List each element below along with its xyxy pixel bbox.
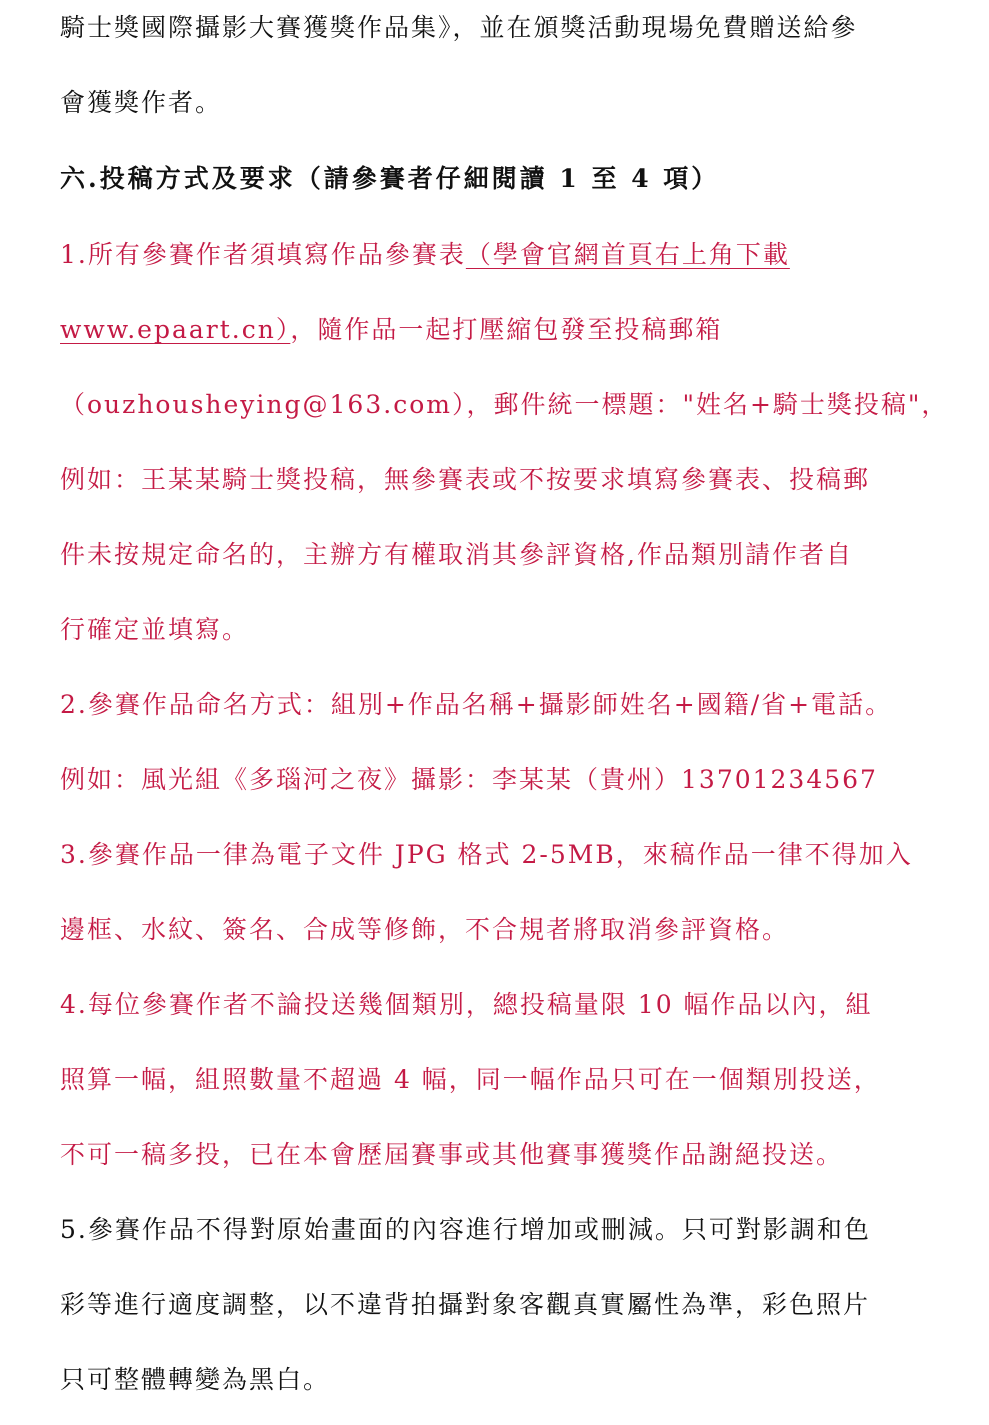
item-1-text: 1.所有參賽作者須填寫作品參賽表 bbox=[60, 240, 466, 269]
intro-line-2: 會獲獎作者。 bbox=[60, 88, 223, 117]
item-4-line-2: 照算一幅，組照數量不超過 4 幅，同一幅作品只可在一個類別投送， bbox=[60, 1065, 881, 1094]
item-1-text-cont: ，隨作品一起打壓縮包發至投稿郵箱 bbox=[290, 315, 723, 344]
item-3-line-1: 3.參賽作品一律為電子文件 JPG 格式 2-5MB，來稿作品一律不得加入 bbox=[60, 840, 913, 869]
item-5-line-2: 彩等進行適度調整，以不違背拍攝對象客觀真實屬性為準，彩色照片 bbox=[60, 1290, 871, 1319]
website-link[interactable]: www.epaart.cn） bbox=[60, 315, 291, 344]
item-5-line-3: 只可整體轉變為黑白。 bbox=[60, 1365, 331, 1394]
item-1-line-4: 例如：王某某騎士獎投稿，無參賽表或不按要求填寫參賽表、投稿郵 bbox=[60, 465, 871, 494]
item-1-line-5: 件未按規定命名的，主辦方有權取消其參評資格,作品類別請作者自 bbox=[60, 540, 853, 569]
item-2-line-1: 2.參賽作品命名方式：組別+作品名稱+攝影師姓名+國籍/省+電話。 bbox=[60, 690, 893, 719]
download-note-link[interactable]: （學會官網首頁右上角下載 bbox=[465, 240, 790, 269]
item-4-line-3: 不可一稿多投，已在本會歷屆賽事或其他賽事獲獎作品謝絕投送。 bbox=[60, 1140, 844, 1169]
intro-line-1: 騎士獎國際攝影大賽獲獎作品集》，並在頒獎活動現場免費贈送給參 bbox=[60, 13, 858, 42]
item-2-line-2: 例如：風光組《多瑙河之夜》攝影：李某某（貴州）13701234567 bbox=[60, 765, 878, 794]
item-1-line-6: 行確定並填寫。 bbox=[60, 615, 250, 644]
item-5-line-1: 5.參賽作品不得對原始畫面的內容進行增加或刪減。只可對影調和色 bbox=[60, 1215, 871, 1244]
section-heading: 六.投稿方式及要求（請參賽者仔細閱讀 1 至 4 項） bbox=[60, 164, 720, 193]
item-1-line-1 bbox=[60, 238, 940, 272]
item-4-line-1: 4.每位參賽作者不論投送幾個類別，總投稿量限 10 幅作品以內，組 bbox=[60, 990, 873, 1019]
item-1-line-2 bbox=[60, 313, 940, 347]
item-3-line-2: 邊框、水紋、簽名、合成等修飾，不合規者將取消參評資格。 bbox=[60, 915, 790, 944]
item-1-line-3: （ouzhousheying@163.com），郵件統一標題："姓名+騎士獎投稿"， bbox=[60, 390, 949, 419]
